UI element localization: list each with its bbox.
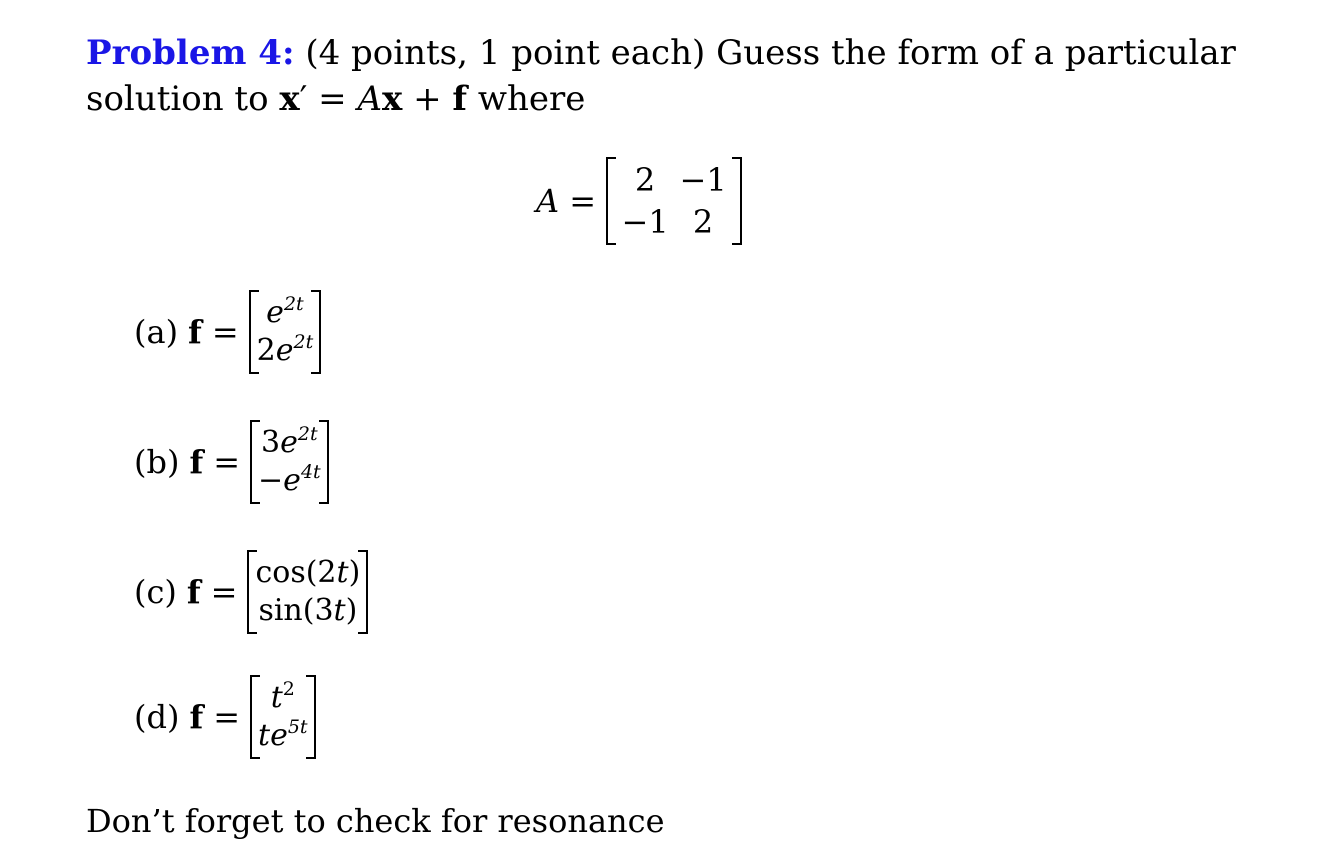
f-symbol: f <box>186 573 201 611</box>
equation-plus: + <box>402 79 453 119</box>
f-symbol: f <box>189 698 204 736</box>
matrix-a-cell: 2 <box>634 161 656 199</box>
equals-sign: = <box>210 573 238 611</box>
vector-bottom: sin(3t) <box>258 593 358 628</box>
vector-brackets <box>249 290 322 374</box>
problem-statement <box>86 30 1246 122</box>
part-d <box>134 675 316 759</box>
vector-brackets <box>250 420 329 504</box>
matrix-a-cell: 2 <box>692 203 714 241</box>
matrix-a-lhs: A = <box>536 182 597 220</box>
vector-top: cos(2t) <box>255 555 361 590</box>
matrix-a-equation <box>536 156 742 246</box>
vector <box>250 420 329 504</box>
part-b <box>134 420 329 504</box>
vector-brackets <box>247 550 368 634</box>
vector-bottom: $2e^{2t}$ <box>256 331 314 368</box>
problem-intro-line2: solution to <box>86 79 280 119</box>
problem-label: Problem 4: <box>86 33 295 73</box>
equation-x: x <box>279 79 300 119</box>
vector-top: $3e^{2t}$ <box>261 423 318 460</box>
part-label: (a) <box>134 313 179 351</box>
problem-points: (4 points, 1 point each) <box>305 33 706 73</box>
equals-sign: = <box>211 313 239 351</box>
part-label: (d) <box>134 698 180 736</box>
f-symbol: f <box>188 313 202 351</box>
part-c <box>134 550 368 634</box>
vector <box>247 550 368 634</box>
matrix-a-cell: −1 <box>621 203 669 241</box>
equation-f: f <box>452 79 468 119</box>
matrix-a-grid <box>606 157 742 245</box>
footer-note: Don’t forget to check for resonance <box>86 802 665 840</box>
equation-where: where <box>467 79 586 119</box>
problem-intro-text: Guess the form of a particular <box>716 33 1236 73</box>
part-label: (b) <box>134 443 180 481</box>
matrix-a-cell: −1 <box>679 161 727 199</box>
part-a <box>134 290 321 374</box>
vector <box>249 290 322 374</box>
equation-A: A <box>357 79 383 119</box>
vector-bottom: $-e^{4t}$ <box>258 461 321 498</box>
f-symbol: f <box>189 443 204 481</box>
vector-brackets <box>250 675 316 759</box>
equation-x2: x <box>382 79 403 119</box>
vector <box>250 675 316 759</box>
vector-bottom: $te^{5t}$ <box>258 716 308 753</box>
matrix-a-brackets <box>606 157 742 245</box>
equation-prime-eq: ′ = <box>299 79 358 119</box>
equals-sign: = <box>213 443 241 481</box>
vector-top: $e^{2t}$ <box>266 293 304 330</box>
vector-top: $t^2$ <box>270 678 295 715</box>
part-label: (c) <box>134 573 177 611</box>
equals-sign: = <box>213 698 241 736</box>
